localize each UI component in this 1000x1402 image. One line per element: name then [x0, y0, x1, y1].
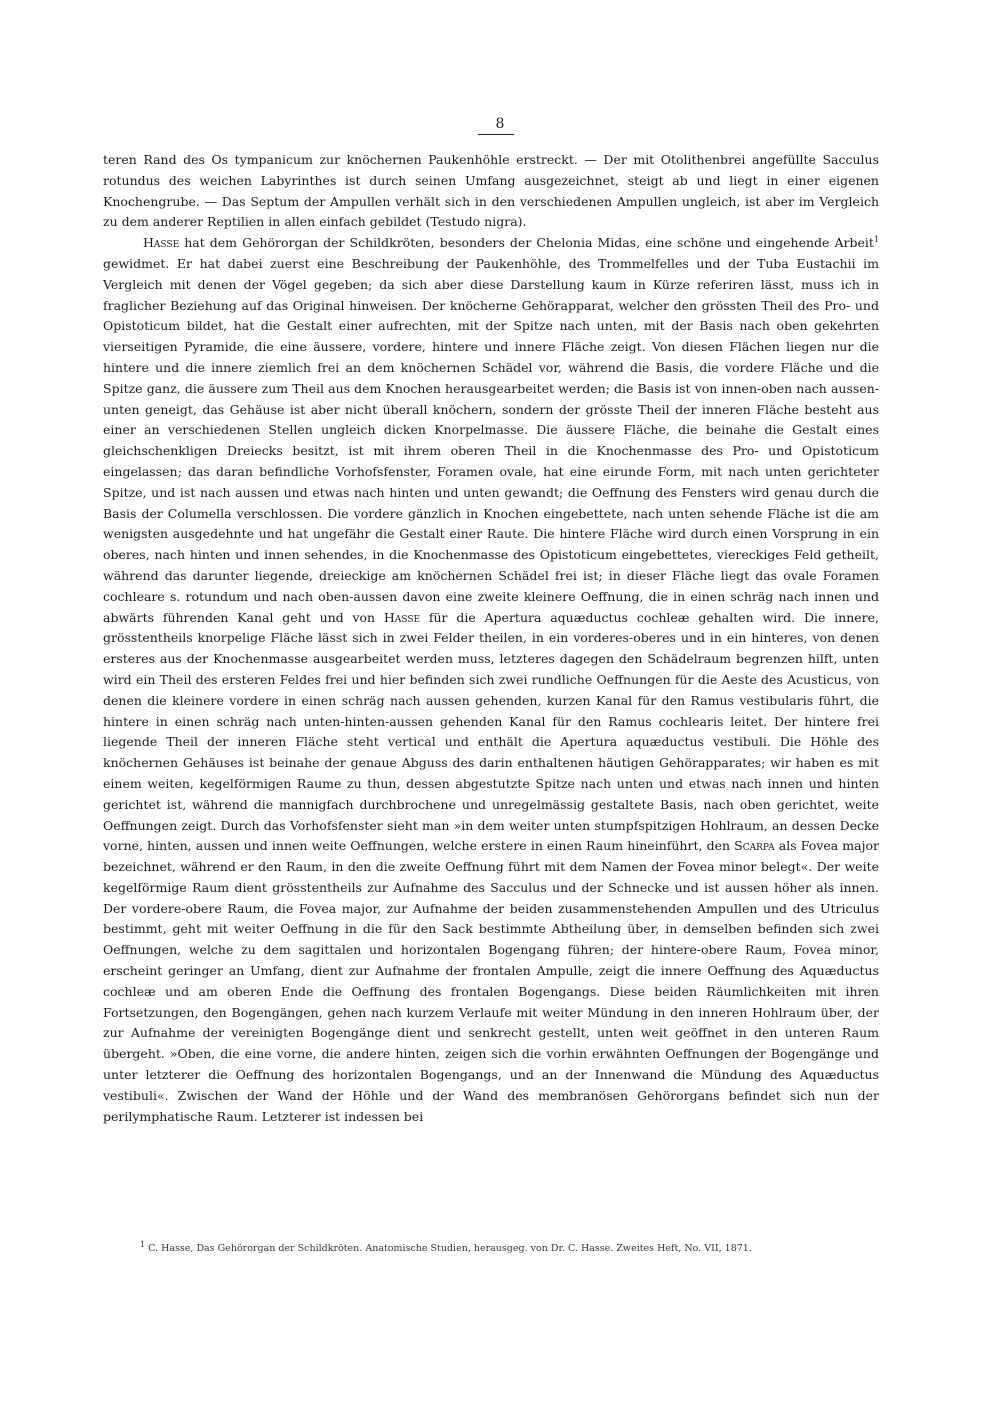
- author-name: Hasse: [383, 609, 421, 625]
- header-rule: [478, 134, 514, 135]
- footnote-reference: 1: [873, 235, 879, 245]
- paragraph-1: teren Rand des Os tympanicum zur knöchernen Paukenhöhle erstreckt. — Der mit Otolithenbrei angefüllte Sacculus rotundus des weichen Labyrinthes ist durch seinen Umfang ausgezeichnet, steigt ab und liegt in einer eigenen Knochengrube. — Das Septum der Ampullen verhält sich in den verschiedenen Ampullen ungleich, ist aber im Vergleich zu dem anderer Reptilien in allen einfach gebildet (Testudo nigra).: [103, 152, 879, 230]
- footnote-text: C. Hasse, Das Gehörorgan der Schildkröten. Anatomische Studien, herausgeg. von Dr. C. Hasse. Zweites Heft, No. VII, 1871.: [145, 1243, 752, 1254]
- footnote: [140, 1239, 840, 1256]
- paragraph-2-part-a: hat dem Gehörorgan der Schildkröten, besonders der Chelonia Midas, eine schöne und eingehende Arbeit: [179, 235, 874, 251]
- footnote-marker: 1: [140, 1239, 146, 1249]
- body-text: [103, 150, 879, 1127]
- page-number: 8: [495, 116, 505, 132]
- paragraph-2: [103, 233, 879, 1127]
- paragraph-2-part-b: gewidmet. Er hat dabei zuerst eine Beschreibung der Paukenhöhle, des Trommelfelles und der Tuba Eustachii im Vergleich mit denen der Vögel gegeben; da sich aber diese Darstellung kaum in Kürze referiren lässt, muss ich in fraglicher Beziehung auf das Original hinweisen. Der knöcherne Gehörapparat, welcher den grössten Theil des Pro- und Opistoticum bildet, hat die Gestalt einer aufrechten, mit der Spitze nach unten, mit der Basis nach oben gekehrten vierseitigen Pyramide, die eine äussere, vordere, hintere und innere Fläche zeigt. Von diesen Flächen liegen nur die hintere und die innere ziemlich frei an dem knöchernen Schädel vor, während die Basis, die vordere Fläche und die Spitze ganz, die äussere zum Theil aus dem Knochen herausgearbeitet werden; die Basis ist von innen-oben nach aussen-unten geneigt, das Gehäuse ist aber nicht überall knöchern, sondern der grösste Theil der inneren Fläche besteht aus einer an verschiedenen Stellen ungleich dicken Knorpelmasse. Die äussere Fläche, die beinahe die Gestalt eines gleichschenkligen Dreiecks besitzt, ist mit ihrem oberen Theil in die Knochenmasse des Pro- und Opistoticum eingelassen; das daran befindliche Vorhofsfenster, Foramen ovale, hat eine eirunde Form, mit nach unten gerichteter Spitze, und ist nach aussen und etwas nach hinten und unten gewandt; die Oeffnung des Fensters wird genau durch die Basis der Columella verschlossen. Die vordere gänzlich in Knochen eingebettete, nach unten sehende Fläche ist die am wenigsten ausgedehnte und hat ungefähr die Gestalt einer Raute. Die hintere Fläche wird durch einen Vorsprung in ein oberes, nach hinten und innen sehendes, in die Knochenmasse des Opistoticum eingebettetes, viereckiges Feld getheilt, während das darunter liegende, dreieckige am knöchernen Schädel frei ist; in dieser Fläche liegt das ovale Foramen cochleare s. rotundum und nach oben-aussen davon eine zweite kleinere Oeffnung, die in einen schräg nach innen und abwärts führenden Kanal geht und von: [103, 255, 879, 625]
- author-name: Hasse: [143, 235, 180, 251]
- paragraph-2-part-d: als Fovea major bezeichnet, während er den Raum, in den die zweite Oeffnung führt mit dem Namen der Fovea minor belegt«. Der weite kegelförmige Raum dient grösstentheils zur Aufnahme des Sacculus und der Schnecke und ist aussen höher als innen. Der vordere-obere Raum, die Fovea major, zur Aufnahme der beiden zusammenstehenden Ampullen und des Utriculus bestimmt, geht mit weiter Oeffnung in die für den Sack bestimmte Abtheilung über, in demselben befinden sich zwei Oeffnungen, welche zu dem sagittalen und horizontalen Bogengang führen; der hintere-obere Raum, Fovea minor, erscheint geringer an Umfang, dient zur Aufnahme der frontalen Ampulle, zeigt die innere Oeffnung des Aquæductus cochleæ und am oberen Ende die Oeffnung des frontalen Bogengangs. Diese beiden Räumlichkeiten mit ihren Fortsetzungen, den Bogengängen, gehen nach kurzem Verlaufe mit weiter Mündung in den inneren Hohlraum über, der zur Aufnahme der vereinigten Bogengänge dient und senkrecht gestellt, unten weit geöffnet in den unteren Raum übergeht. »Oben, die eine vorne, die andere hinten, zeigen sich die vorhin erwähnten Oeffnungen der Bogengänge und unter letzterer die Oeffnung des horizontalen Bogengangs, und an der Innenwand die Mündung des Aquæductus vestibuli«. Zwischen der Wand der Höhle und der Wand des membranösen Gehörorgans befindet sich nun der perilymphatische Raum. Letzterer ist indessen bei: [103, 838, 879, 1124]
- paragraph-2-part-c: für die Apertura aquæductus cochleæ gehalten wird. Die innere, grösstentheils knorpelige Fläche lässt sich in zwei Felder theilen, in ein vorderes-oberes und in ein hinteres, von denen ersteres aus der Knochenmasse ausgearbeitet werden muss, letzteres dagegen den Schädelraum begrenzen hilft, unten wird ein Theil des ersteren Feldes frei und hier befinden sich zwei rundliche Oeffnungen für die Aeste des Acusticus, von denen die kleinere vordere in einen schräg nach aussen gehenden, kurzen Kanal für den Ramus vestibularis führt, die hintere in einen schräg nach unten-hinten-aussen gehenden Kanal für den Ramus cochlearis leitet. Der hintere frei liegende Theil der inneren Fläche steht vertical und enthält die Apertura aquæductus vestibuli. Die Höhle des knöchernen Gehäuses ist beinahe der genaue Abguss des darin enthaltenen häutigen Gehörapparates; wir haben es mit einem weiten, kegelförmigen Raume zu thun, dessen abgestutzte Spitze nach unten und etwas nach innen und hinten gerichtet ist, während die mannigfach durchbrochene und unregelmässig gestaltete Basis, nach oben gerichtet, weite Oeffnungen zeigt. Durch das Vorhofsfenster sieht man »in dem weiter unten stumpfspitzigen Hohlraum, an dessen Decke vorne, hinten, aussen und innen weite Oeffnungen, welche erstere in einen Raum hineinführt, den: [103, 609, 880, 854]
- author-name: Scarpa: [734, 838, 775, 854]
